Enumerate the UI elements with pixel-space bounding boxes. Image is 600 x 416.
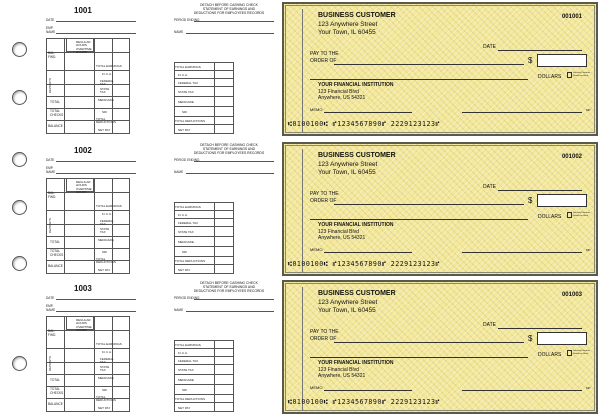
pay-to-text: PAY TO THE (310, 329, 339, 335)
stub-federal-tax-label: FEDERAL TAX (100, 357, 114, 365)
stub-total-deductions-label-2: TOTAL DEDUCTIONS (175, 397, 205, 401)
amount-field[interactable] (537, 194, 587, 207)
stub-fica-label-2: F.I.C.A. (178, 213, 188, 217)
stub-medicare-label-2: MEDICARE (178, 240, 194, 244)
stub-total-deductions-label: TOTAL DEDUCTIONS (96, 117, 116, 125)
stub-date-label: DATE (46, 158, 55, 162)
stub-medicare-label-2: MEDICARE (178, 100, 194, 104)
stub-date-label: DATE (46, 296, 55, 300)
stub-total-label: TOTAL (50, 100, 60, 104)
check-section (0, 140, 600, 278)
dollar-sign: $ (528, 56, 533, 65)
dollar-sign: $ (528, 196, 533, 205)
bank-address-line1: 123 Financial Blvd (318, 89, 359, 95)
stub-header (174, 3, 284, 15)
pay-to-label (310, 329, 339, 343)
business-address-line2: Your Town, IL 60455 (318, 29, 376, 36)
stub-sdi-label-2: SDI (182, 110, 188, 114)
check-number: 001001 (561, 14, 582, 20)
date-field[interactable] (498, 50, 582, 51)
stub-number: 1003 (74, 284, 92, 293)
payee-field[interactable] (334, 64, 524, 65)
amount-words-field[interactable] (310, 219, 528, 220)
stub-balance-label: BALANCE (48, 264, 63, 268)
stub-name-label: NAME (174, 308, 184, 312)
check-number: 001002 (561, 154, 582, 160)
padlock-icon (567, 72, 572, 78)
stub-name-label: NAME (174, 30, 184, 34)
stub-state-tax-label: STATE TAX (100, 87, 110, 95)
mp-label: MP (586, 108, 591, 112)
dollar-sign: $ (528, 334, 533, 343)
security-features-text: Security Features Details on Back (573, 212, 591, 217)
mp-label: MP (586, 386, 591, 390)
business-address-line1: 123 Anywhere Street (318, 299, 378, 306)
stub-date-label: DATE (46, 18, 55, 22)
stub-bal-fwd-label: BAL. FWD. (48, 51, 57, 59)
stub-statement-text: STATEMENT OF EARNINGS AND (202, 147, 256, 151)
stub-federal-tax-label-2: FEDERAL TAX (178, 81, 199, 85)
stub-deductions-text: DEDUCTIONS FOR EMPLOYEES RECORDS (193, 289, 265, 293)
dollars-label: DOLLARS (538, 214, 562, 220)
memo-label: MEMO (310, 107, 323, 112)
bank-address-line1: 123 Financial Blvd (318, 367, 359, 373)
dollars-label: DOLLARS (538, 352, 562, 358)
stub-total-deductions-label-2: TOTAL DEDUCTIONS (175, 119, 205, 123)
bank-name: YOUR FINANCIAL INSTITUTION (318, 82, 394, 88)
amount-words-field[interactable] (310, 357, 528, 358)
stub-balance-label: BALANCE (48, 402, 63, 406)
stub-regular-hours-label: REGULAR HOURS (76, 318, 91, 326)
stub-deposits-label: DEPOSITS (48, 78, 52, 94)
business-address-line2: Your Town, IL 60455 (318, 307, 376, 314)
stub-sdi-label-2: SDI (182, 250, 188, 254)
micr-line: ⑆0100100⑆ ⑈1234567890⑈ 2229123123⑈ (288, 398, 440, 406)
stub-state-tax-label: STATE TAX (100, 365, 110, 373)
stub-medicare-label: MEDICARE (98, 238, 114, 242)
memo-label: MEMO (310, 247, 323, 252)
stub-fica-label-2: F.I.C.A. (178, 351, 188, 355)
stub-total-earnings-label: TOTAL EARNINGS (96, 342, 122, 346)
stub-total-label: TOTAL (50, 240, 60, 244)
stub-federal-tax-label: FEDERAL TAX (100, 79, 114, 87)
padlock-icon (567, 212, 572, 218)
stub-net-pay-label: NET PAY (98, 406, 111, 410)
stub-state-tax-label-2: STATE TAX (178, 90, 194, 94)
check-stub (38, 278, 280, 416)
stub-regular-hours-label: REGULAR HOURS (76, 40, 91, 48)
stub-fica-label-2: F.I.C.A. (178, 73, 188, 77)
stub-bal-fwd-label: BAL. FWD. (48, 329, 57, 337)
stub-state-tax-label-2: STATE TAX (178, 230, 194, 234)
check-number: 001003 (561, 292, 582, 298)
stub-net-pay-label: NET PAY (98, 128, 111, 132)
micr-line: ⑆0100100⑆ ⑈1234567890⑈ 2229123123⑈ (288, 260, 440, 268)
stub-medicare-label: MEDICARE (98, 376, 114, 380)
date-label: DATE (483, 44, 496, 50)
pay-to-text: PAY TO THE (310, 191, 339, 197)
stub-name-label: NAME (174, 170, 184, 174)
stub-emp-name-label: EMP. NAME (46, 166, 56, 174)
pay-to-text: PAY TO THE (310, 51, 339, 57)
payee-field[interactable] (334, 204, 524, 205)
signature-field[interactable] (462, 390, 582, 391)
date-field[interactable] (498, 328, 582, 329)
padlock-icon (567, 350, 572, 356)
check-stub (38, 0, 280, 138)
business-name: BUSINESS CUSTOMER (318, 152, 396, 159)
stub-number: 1002 (74, 146, 92, 155)
stub-deposits-label: DEPOSITS (48, 218, 52, 234)
memo-field[interactable] (324, 390, 412, 391)
stub-state-tax-label-2: STATE TAX (178, 368, 194, 372)
business-address-line2: Your Town, IL 60455 (318, 169, 376, 176)
stub-total-earnings-label-2: TOTAL EARNINGS (175, 65, 201, 69)
order-of-text: ORDER OF (310, 336, 337, 342)
date-label: DATE (483, 322, 496, 328)
bank-address-line1: 123 Financial Blvd (318, 229, 359, 235)
stub-state-tax-label: STATE TAX (100, 227, 110, 235)
stub-net-pay-label-2: NET PAY (178, 406, 191, 410)
amount-field[interactable] (537, 332, 587, 345)
check (282, 2, 598, 136)
stub-total-earnings-label-2: TOTAL EARNINGS (175, 343, 201, 347)
date-field[interactable] (498, 190, 582, 191)
stub-emp-name-label: EMP. NAME (46, 26, 56, 34)
stub-net-pay-label-2: NET PAY (178, 268, 191, 272)
stub-deductions-text: DEDUCTIONS FOR EMPLOYEES RECORDS (193, 151, 265, 155)
stub-balance-label: BALANCE (48, 124, 63, 128)
pay-to-label (310, 51, 339, 65)
amount-words-field[interactable] (310, 79, 528, 80)
stub-regular-hours-label: REGULAR HOURS (76, 180, 91, 188)
stub-detach-text: DETACH BEFORE CASHING CHECK (200, 143, 258, 147)
memo-label: MEMO (310, 385, 323, 390)
stub-statement-text: STATEMENT OF EARNINGS AND (202, 7, 256, 11)
stub-total-deductions-label: TOTAL DEDUCTIONS (96, 257, 116, 265)
check (282, 280, 598, 414)
security-features-text: Security Features Details on Back (573, 72, 591, 77)
business-address-line1: 123 Anywhere Street (318, 21, 378, 28)
order-of-text: ORDER OF (310, 58, 337, 64)
date-label: DATE (483, 184, 496, 190)
bank-address-line2: Anywhere, US 54321 (318, 373, 366, 379)
stub-number: 1001 (74, 6, 92, 15)
payee-field[interactable] (334, 342, 524, 343)
stub-deposits-label: DEPOSITS (48, 356, 52, 372)
stub-total-deductions-label: TOTAL DEDUCTIONS (96, 395, 116, 403)
stub-medicare-label: MEDICARE (98, 98, 114, 102)
check-section (0, 0, 600, 138)
stub-detach-text: DETACH BEFORE CASHING CHECK (200, 3, 258, 7)
stub-federal-tax-label: FEDERAL TAX (100, 219, 114, 227)
stub-overtime-hours-label: OVERTIME HOURS (76, 47, 92, 55)
bank-name: YOUR FINANCIAL INSTITUTION (318, 222, 394, 228)
stub-detach-text: DETACH BEFORE CASHING CHECK (200, 281, 258, 285)
stub-period-ending-label: PERIOD ENDING (174, 296, 200, 300)
stub-emp-name-label: EMP. NAME (46, 304, 56, 312)
micr-line: ⑆0100100⑆ ⑈1234567890⑈ 2229123123⑈ (288, 120, 440, 128)
stub-bal-fwd-label: BAL. FWD. (48, 191, 57, 199)
stub-statement-text: STATEMENT OF EARNINGS AND (202, 285, 256, 289)
stub-header (174, 281, 284, 293)
stub-net-pay-label-2: NET PAY (178, 128, 191, 132)
stub-medicare-label-2: MEDICARE (178, 378, 194, 382)
stub-deductions-text: DEDUCTIONS FOR EMPLOYEES RECORDS (193, 11, 265, 15)
memo-field[interactable] (324, 252, 412, 253)
stub-total-label: TOTAL (50, 378, 60, 382)
stub-overtime-hours-label: OVERTIME HOURS (76, 187, 92, 195)
stub-overtime-hours-label: OVERTIME HOURS (76, 325, 92, 333)
stub-header (174, 143, 284, 155)
stub-sdi-label: SDI (102, 388, 108, 392)
stub-total-earnings-label: TOTAL EARNINGS (96, 64, 122, 68)
stub-sdi-label: SDI (102, 110, 108, 114)
business-address-line1: 123 Anywhere Street (318, 161, 378, 168)
amount-field[interactable] (537, 54, 587, 67)
stub-total-deductions-label-2: TOTAL DEDUCTIONS (175, 259, 205, 263)
memo-field[interactable] (324, 112, 412, 113)
stub-fica-label: F.I.C.A. (102, 350, 112, 354)
bank-name: YOUR FINANCIAL INSTITUTION (318, 360, 394, 366)
mp-label: MP (586, 248, 591, 252)
business-name: BUSINESS CUSTOMER (318, 12, 396, 19)
pay-to-label (310, 191, 339, 205)
check-section (0, 278, 600, 416)
stub-sdi-label-2: SDI (182, 388, 188, 392)
check-stub (38, 140, 280, 278)
stub-federal-tax-label-2: FEDERAL TAX (178, 221, 199, 225)
stub-total-earnings-label-2: TOTAL EARNINGS (175, 205, 201, 209)
security-features-text: Security Features Details on Back (573, 350, 591, 355)
stub-net-pay-label: NET PAY (98, 268, 111, 272)
stub-fica-label: F.I.C.A. (102, 72, 112, 76)
signature-field[interactable] (462, 112, 582, 113)
check (282, 142, 598, 276)
bank-address-line2: Anywhere, US 54321 (318, 235, 366, 241)
stub-sdi-label: SDI (102, 250, 108, 254)
stub-total-checks-label: TOTAL CHECKS (50, 387, 64, 395)
stub-total-earnings-label: TOTAL EARNINGS (96, 204, 122, 208)
stub-total-checks-label: TOTAL CHECKS (50, 249, 64, 257)
business-name: BUSINESS CUSTOMER (318, 290, 396, 297)
stub-federal-tax-label-2: FEDERAL TAX (178, 359, 199, 363)
bank-address-line2: Anywhere, US 54321 (318, 95, 366, 101)
dollars-label: DOLLARS (538, 74, 562, 80)
order-of-text: ORDER OF (310, 198, 337, 204)
stub-fica-label: F.I.C.A. (102, 212, 112, 216)
stub-total-checks-label: TOTAL CHECKS (50, 109, 64, 117)
stub-period-ending-label: PERIOD ENDING (174, 158, 200, 162)
stub-period-ending-label: PERIOD ENDING (174, 18, 200, 22)
signature-field[interactable] (462, 252, 582, 253)
